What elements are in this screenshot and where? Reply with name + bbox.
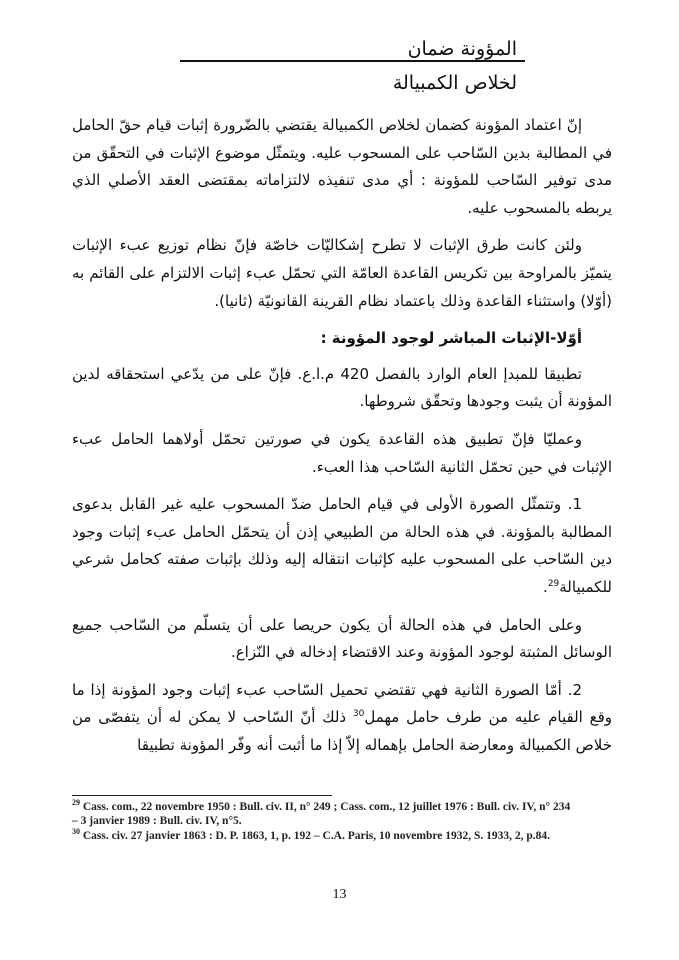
body-text: [72, 112, 612, 769]
footnote-separator: [72, 795, 332, 796]
footnote-text: Cass. civ. 27 janvier 1863 : D. P. 1863, 1, p. 192 – C.A. Paris, 10 novembre 1932, S. 1933, 2, p.84.: [82, 830, 551, 842]
paragraph-text: 2. أمّا الصورة الثانية فهي تقتضي تحميل السّاحب عبء إثبات وجود المؤونة إذا ما وقع القيام عليه من طرف حامل مهمل: [72, 680, 612, 727]
running-header-title: المؤونة ضمان: [407, 38, 517, 60]
footnote-ref: 29: [547, 578, 560, 589]
footnote-text: Cass. com., 22 novembre 1950 : Bull. civ. II, n° 249 ; Cass. com., 12 juillet 1976 : Bull. civ. IV, n° 234 – 3 janvier 1989 : Bull. civ. IV, n°5.: [72, 801, 571, 827]
paragraph-text: ذلك أنّ السّاحب لا يمكن له أن يتفصّى من خلاص الكمبيالة ومعارضة الحامل بإهماله إلاّ إذا ما أثبت أنه وفّر المؤونة تطبيقا: [72, 708, 612, 754]
section-heading: أوّلا-الإثبات المباشر لوجود المؤونة :: [320, 329, 582, 348]
footnote-ref: 30: [352, 709, 365, 720]
footnotes: [72, 800, 572, 844]
paragraph: وعمليّا فإنّ تطبيق هذه القاعدة يكون في صورتين تحمّل أولاهما الحامل عبء الإثبات في حين تحمّل الثانية السّاحب هذا العبء.: [72, 429, 612, 476]
paragraph: ولئن كانت طرق الإثبات لا تطرح إشكاليّات خاصّة فإنّ نظام توزيع عبء الإثبات يتميّز بالمراوحة بين تكريس القاعدة العامّة التي تحمّل عبء إثبات الالتزام على القائم به (أوّلا) واستثناء القاعدة وذلك باعتماد نظام القرينة القانونيّة (ثانيا).: [72, 236, 612, 310]
paragraph: 1. وتتمثّل الصورة الأولى في قيام الحامل ضدّ المسحوب عليه غير القابل بدعوى المطالبة بالمؤونة. في هذه الحالة من الطبيعي إذن أن يتحمّل الحامل عبء إثبات وجود دين السّاحب على المسحوب عليه كإثبات انتقاله إليه وذلك بإثبات صفته كحامل شرعي للكمبيالة$^{29}$.: [72, 495, 612, 596]
running-header-subtitle: لخلاص الكمبيالة: [392, 72, 517, 94]
paragraph: تطبيقا للمبدإ العام الوارد بالفصل 420 م.ا.ع. فإنّ على من يدّعي استحقاقه لدين المؤونة أن يثبت وجودها وتحقّق شروطها.: [72, 364, 612, 411]
paragraph-text: 1. وتتمثّل الصورة الأولى في قيام الحامل ضدّ المسحوب عليه غير القابل بدعوى المطالبة بالمؤونة. في هذه الحالة من الطبيعي إذن أن يتحمّل الحامل عبء إثبات وجود دين السّاحب على المسحوب عليه كإثبات انتقاله إليه وذلك بإثبات صفته كحامل شرعي للكمبيالة: [72, 495, 612, 596]
page-number: 13: [332, 887, 347, 902]
paragraph: إنّ اعتماد المؤونة كضمان لخلاص الكمبيالة يقتضي بالضّرورة إثبات قيام حقّ الحامل في المطالبة بدين السّاحب على المسحوب عليه. ويتمثّل موضوع الإثبات في التحقّق من مدى توفير السّاحب للمؤونة : أي مدى تنفيذه لالتزاماته بمقتضى العقد الأصلي الذي يربطه بالمسحوب عليه.: [72, 116, 612, 217]
footnote-number: 30: [72, 827, 80, 837]
header-underline: [180, 60, 525, 62]
footnote: [72, 829, 572, 843]
footnote-number: 29: [72, 798, 80, 808]
paragraph: وعلى الحامل في هذه الحالة أن يكون حريصا على أن يتسلّم من السّاحب جميع الوسائل المثبتة لوجود المؤونة وعند الاقتضاء إدخاله في النّزاع.: [72, 615, 612, 662]
paragraph: [72, 677, 612, 760]
footnote: [72, 800, 572, 828]
